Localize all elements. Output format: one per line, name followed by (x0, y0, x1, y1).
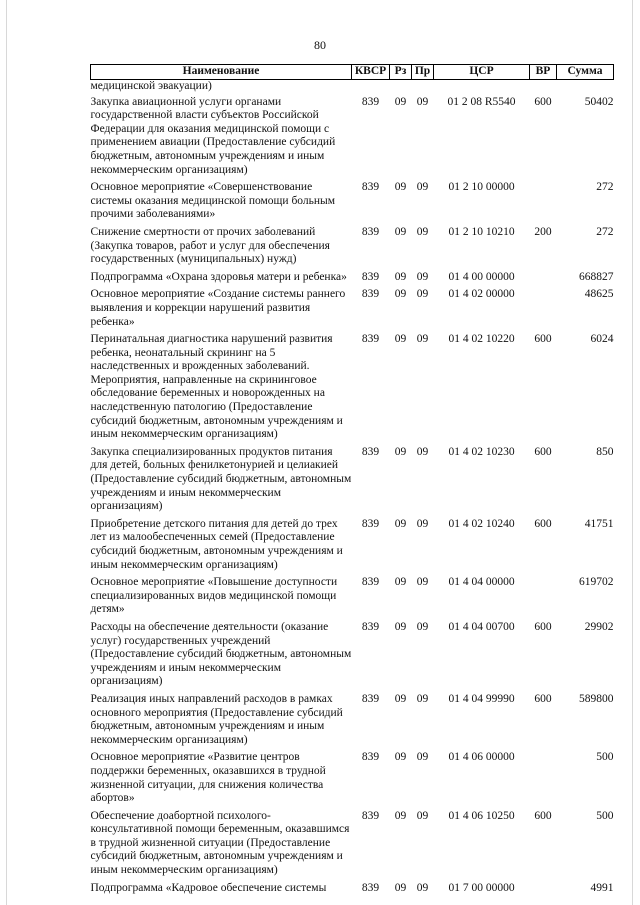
cell-rz: 09 (394, 288, 407, 301)
cell-sum: 619702 (579, 576, 614, 589)
table-row (91, 518, 614, 576)
header-rz: Рз (390, 65, 412, 80)
cell-pr: 09 (416, 517, 429, 530)
cell-vr (530, 181, 557, 226)
table-row (91, 181, 614, 226)
cell-csr: 01 2 08 R5540 (447, 95, 516, 108)
cell-rz: 09 (394, 181, 407, 194)
cell-sum: 29902 (584, 620, 614, 633)
cell-csr: 01 2 10 00000 (448, 181, 515, 194)
cell-name: Основное мероприятие «Создание системы раннего выявления и коррекции нарушений развития ребенка» (90, 288, 346, 328)
cell-csr: 01 4 06 00000 (448, 751, 515, 764)
cell-vr: 600 (534, 517, 552, 530)
cell-vr: 600 (534, 620, 552, 633)
cell-vr: 600 (534, 692, 552, 705)
cell-vr (530, 751, 557, 809)
cell-rz: 09 (394, 809, 407, 822)
header-vr: ВР (530, 65, 557, 80)
cell-kvsr (352, 80, 390, 96)
cell-vr (530, 288, 557, 333)
cell-rz: 09 (394, 225, 407, 238)
cell-kvsr: 839 (361, 620, 380, 633)
table-row (91, 810, 614, 882)
cell-pr: 09 (416, 809, 429, 822)
cell-kvsr: 839 (361, 181, 380, 194)
table-row (91, 271, 614, 289)
cell-csr: 01 4 06 10250 (448, 809, 515, 822)
table-row (91, 288, 614, 333)
cell-pr: 09 (416, 95, 429, 108)
cell-name: Расходы на обеспечение деятельности (оказание услуг) государственных учреждений (Предоставление субсидий бюджетным, автономным учреждениям и иным некоммерческим организациям) (90, 620, 352, 688)
cell-name: Приобретение детского питания для детей до трех лет из малообеспеченных семей (Предоставление субсидий бюджетным, автономным учреждениям и иным некоммерческим организациям) (90, 517, 343, 571)
cell-vr: 600 (534, 333, 552, 346)
cell-name: Обеспечение доабортной психолого-консультативной помощи беременным, оказавшимся в трудной жизненной ситуации (Предоставление субсидий бюджетным, автономным учреждениям и иным некоммерческим организациям) (90, 809, 350, 877)
header-name: Наименование (91, 65, 352, 80)
cell-kvsr: 839 (361, 225, 380, 238)
cell-sum: 50402 (584, 95, 614, 108)
cell-name: Основное мероприятие «Повышение доступности специализированных видов медицинской помощи детям» (90, 576, 338, 616)
header-pr: Пр (412, 65, 434, 80)
cell-pr: 09 (416, 881, 429, 894)
cell-sum: 500 (596, 751, 614, 764)
cell-rz: 09 (394, 692, 407, 705)
cell-sum: 6024 (590, 333, 614, 346)
cell-kvsr: 839 (361, 288, 380, 301)
cell-sum: 668827 (579, 270, 614, 283)
cell-sum (557, 80, 614, 96)
cell-csr: 01 4 00 00000 (448, 270, 515, 283)
cell-kvsr: 839 (361, 576, 380, 589)
table-row (91, 446, 614, 518)
cell-csr: 01 4 04 99990 (448, 692, 515, 705)
cell-csr: 01 2 10 10210 (448, 225, 515, 238)
cell-name: Закупка авиационной услуги органами государственной власти субъектов Российской Федерации для оказания медицинской помощи с применением авиации (Предоставление субсидий бюджетным, автономным учреждениям и иным некоммерческим организациям) (90, 95, 336, 176)
cell-rz: 09 (394, 95, 407, 108)
cell-name: Реализация иных направлений расходов в рамках основного мероприятия (Предоставление субсидий бюджетным, автономным учреждениям и иным некоммерческим организациям) (90, 692, 343, 746)
cell-pr: 09 (416, 225, 429, 238)
cell-kvsr: 839 (361, 333, 380, 346)
cell-name: Основное мероприятие «Совершенствование системы оказания медицинской помощи больным прочими заболеваниями» (90, 181, 336, 221)
cell-rz: 09 (394, 620, 407, 633)
cell-csr: 01 4 04 00700 (448, 620, 515, 633)
cell-kvsr: 839 (361, 517, 380, 530)
cell-sum: 272 (596, 225, 614, 238)
cell-vr: 600 (534, 95, 552, 108)
cell-kvsr: 839 (361, 445, 380, 458)
table-row (91, 80, 614, 96)
cell-csr: 01 4 02 00000 (448, 288, 515, 301)
cell-csr: 01 4 02 10240 (448, 517, 515, 530)
cell-name: Подпрограмма «Кадровое обеспечение системы (90, 881, 327, 894)
cell-name: Закупка специализированных продуктов питания для детей, больных фенилкетонурией и целиакией (Предоставление субсидий бюджетным, автономным учреждениям и иным некоммерческим организациям) (90, 445, 352, 513)
table-header-row (91, 65, 614, 80)
cell-sum: 41751 (584, 517, 614, 530)
cell-vr: 600 (534, 445, 552, 458)
cell-csr: 01 7 00 00000 (448, 881, 515, 894)
table-row (91, 882, 614, 900)
cell-pr: 09 (416, 333, 429, 346)
cell-rz: 09 (394, 270, 407, 283)
cell-sum: 500 (596, 809, 614, 822)
cell-sum: 272 (596, 181, 614, 194)
cell-csr (434, 80, 530, 96)
cell-kvsr: 839 (361, 809, 380, 822)
cell-name: Снижение смертности от прочих заболеваний (Закупка товаров, работ и услуг для обеспечения государственных (муниципальных) нужд) (90, 225, 330, 266)
cell-vr: 200 (534, 225, 552, 238)
header-csr: ЦСР (434, 65, 530, 80)
page-number: 80 (314, 38, 326, 52)
cell-rz: 09 (394, 751, 407, 764)
cell-csr: 01 4 04 00000 (448, 576, 515, 589)
cell-csr: 01 4 02 10230 (448, 445, 515, 458)
cell-name: Подпрограмма «Охрана здоровья матери и ребенка» (90, 270, 347, 283)
cell-sum: 4991 (590, 881, 614, 894)
cell-vr (530, 80, 557, 96)
cell-sum: 589800 (579, 692, 614, 705)
table-row (91, 333, 614, 446)
cell-pr: 09 (416, 576, 429, 589)
cell-sum: 850 (596, 445, 614, 458)
header-sum: Сумма (557, 65, 614, 80)
header-kvsr: КВСР (352, 65, 390, 80)
table-row (91, 751, 614, 809)
cell-kvsr: 839 (361, 881, 380, 894)
cell-kvsr: 839 (361, 270, 380, 283)
cell-pr: 09 (416, 181, 429, 194)
cell-pr: 09 (416, 751, 429, 764)
cell-rz: 09 (394, 576, 407, 589)
table-row (91, 226, 614, 271)
cell-name: Основное мероприятие «Развитие центров поддержки беременных, оказавшихся в трудной жизненной ситуации, для снижения количества абортов» (90, 751, 326, 805)
cell-kvsr: 839 (361, 95, 380, 108)
cell-rz: 09 (394, 881, 407, 894)
table-row (91, 96, 614, 182)
cell-pr: 09 (416, 620, 429, 633)
cell-pr (412, 80, 434, 96)
cell-kvsr: 839 (361, 692, 380, 705)
cell-pr: 09 (416, 270, 429, 283)
cell-pr: 09 (416, 445, 429, 458)
cell-name: медицинской эвакуации) (90, 80, 212, 92)
cell-rz (390, 80, 412, 96)
table-row (91, 621, 614, 693)
cell-name: Перинатальная диагностика нарушений развития ребенка, неонатальный скрининг на 5 наследственных и врожденных заболеваний. Мероприятия, направленные на скрининговое обследование беременных и новорожденных на наследственную патологию (Предоставление субсидий бюджетным, автономным учреждениям и иным некоммерческим организациям) (90, 333, 343, 441)
cell-kvsr: 839 (361, 751, 380, 764)
table-row (91, 693, 614, 751)
table-row (91, 576, 614, 621)
budget-table (90, 64, 614, 899)
left-edge-line (6, 0, 7, 905)
cell-pr: 09 (416, 692, 429, 705)
right-edge-line (632, 0, 633, 905)
cell-rz: 09 (394, 445, 407, 458)
cell-vr: 600 (534, 809, 552, 822)
cell-sum: 48625 (584, 288, 614, 301)
cell-csr: 01 4 02 10220 (448, 333, 515, 346)
cell-vr (530, 882, 557, 900)
cell-pr: 09 (416, 288, 429, 301)
cell-vr (530, 271, 557, 289)
cell-rz: 09 (394, 333, 407, 346)
cell-rz: 09 (394, 517, 407, 530)
cell-vr (530, 576, 557, 621)
